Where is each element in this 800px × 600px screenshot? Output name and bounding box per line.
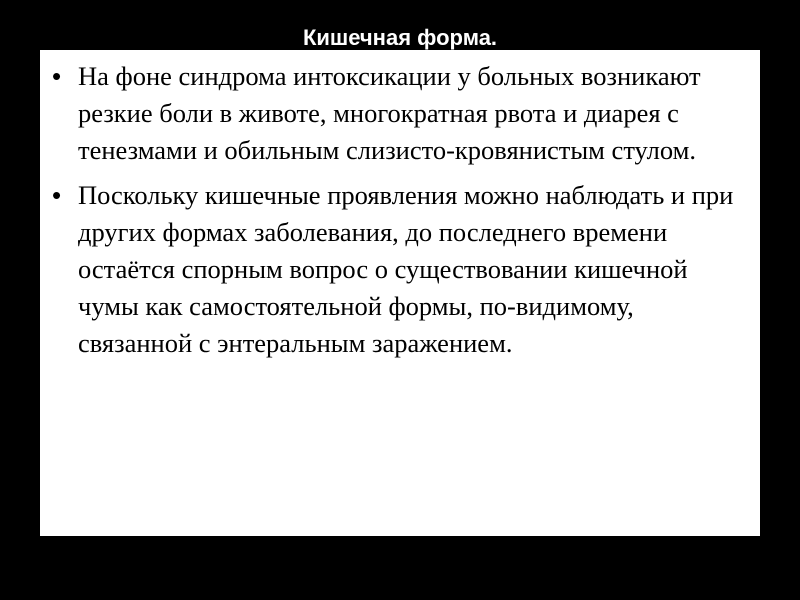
slide-title: Кишечная форма. xyxy=(302,25,498,50)
bullet-item xyxy=(40,58,760,169)
bullet-marker: • xyxy=(52,180,62,210)
bullet-marker: • xyxy=(52,61,62,91)
bullet-text: На фоне синдрома интоксикации у больных возникают резкие боли в животе, многократная рвота и диарея с тенезмами и обильным слизисто-кровянистым стулом. xyxy=(78,61,701,165)
bullet-list xyxy=(40,58,760,370)
content-box xyxy=(40,50,760,536)
bullet-item xyxy=(40,177,760,362)
bullet-text: Поскольку кишечные проявления можно наблюдать и при других формах заболевания, до последнего времени остаётся спорным вопрос о существовании кишечной чумы как самостоятельной формы, по-видимому, связанной с энтеральным заражением. xyxy=(78,180,734,358)
